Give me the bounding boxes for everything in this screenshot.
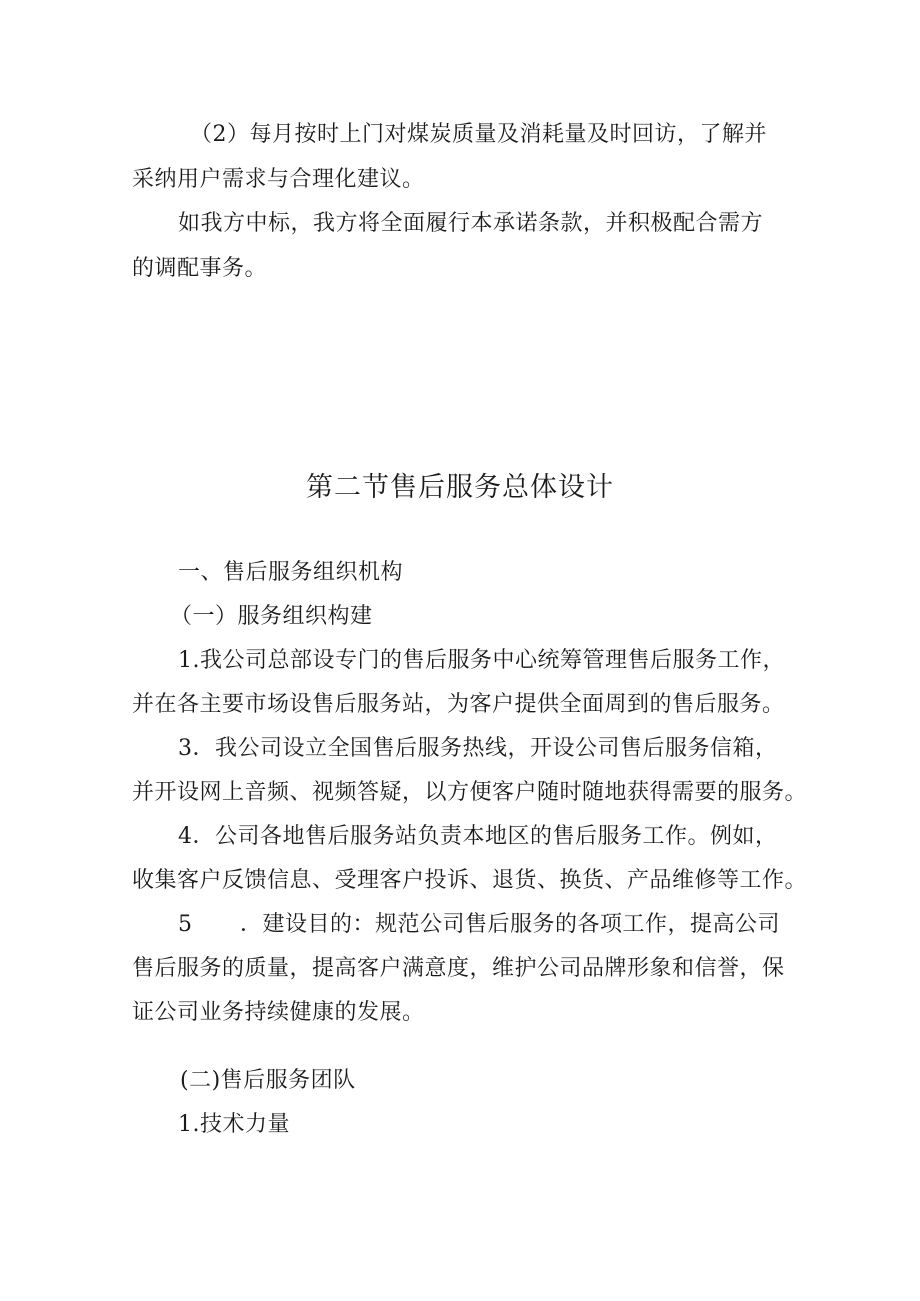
heading-org-structure: 一、售后服务组织机构 xyxy=(178,560,404,585)
paragraph-1-line-1: 1.我公司总部设专门的售后服务中心统筹管理售后服务工作， xyxy=(178,648,785,673)
promise-line-2: 的调配事务。 xyxy=(132,256,268,281)
paragraph-5-line-1: ．建设目的：规范公司售后服务的各项工作，提高公司 xyxy=(240,912,781,937)
paragraph-4-line-2: 收集客户反馈信息、受理客户投诉、退货、换货、产品维修等工作。 xyxy=(132,868,808,893)
paragraph-3-line-1: 3．我公司设立全国售后服务热线，开设公司售后服务信箱， xyxy=(178,736,778,761)
paragraph-1-line-2: 并在各主要市场设售后服务站，为客户提供全面周到的售后服务。 xyxy=(132,692,785,717)
heading-service-org-build: （一）服务组织构建 xyxy=(170,604,373,629)
item-technical-strength: 1.技术力量 xyxy=(178,1112,290,1137)
item-2-line-1: （2）每月按时上门对煤炭质量及消耗量及时回访，了解并 xyxy=(190,122,767,147)
paragraph-5-number: 5 xyxy=(178,912,193,937)
paragraph-5-line-2: 售后服务的质量，提高客户满意度，维护公司品牌形象和信誉，保 xyxy=(132,956,785,981)
paragraph-5-line-3: 证公司业务持续健康的发展。 xyxy=(132,1000,425,1025)
paragraph-3-line-2: 并开设网上音频、视频答疑，以方便客户随时随地获得需要的服务。 xyxy=(132,780,808,805)
section-title: 第二节售后服务总体设计 xyxy=(306,472,614,503)
paragraph-4-line-1: 4．公司各地售后服务站负责本地区的售后服务工作。例如， xyxy=(178,824,778,849)
item-2-line-2: 采纳用户需求与合理化建议。 xyxy=(132,167,425,192)
heading-service-team: (二)售后服务团队 xyxy=(180,1068,356,1093)
promise-line-1: 如我方中标，我方将全面履行本承诺条款，并积极配合需方 xyxy=(178,211,764,236)
